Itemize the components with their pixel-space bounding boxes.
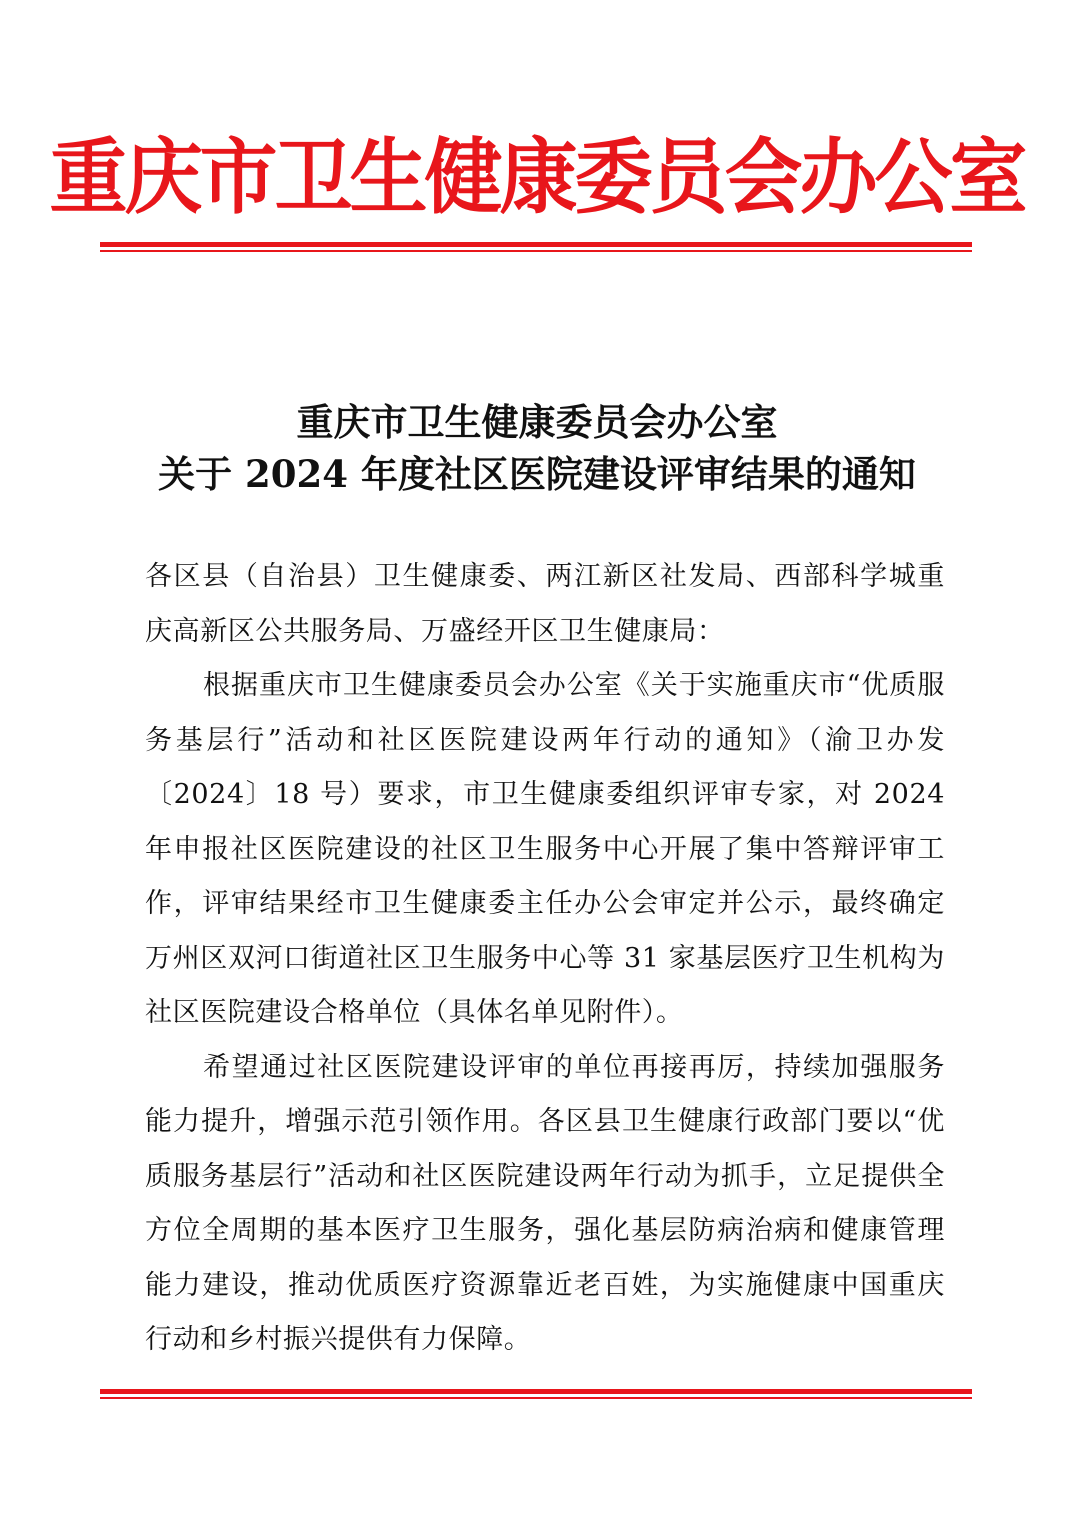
document-body	[145, 550, 945, 1368]
salutation: 各区县（自治县）卫生健康委、两江新区社发局、西部科学城重庆高新区公共服务局、万盛经开区卫生健康局：	[145, 561, 945, 647]
paragraph-2: 希望通过社区医院建设评审的单位再接再厉，持续加强服务能力提升，增强示范引领作用。各区县卫生健康行政部门要以“优质服务基层行”活动和社区医院建设两年行动为抓手，立足提供全方位全周期的基本医疗卫生服务，强化基层防病治病和健康管理能力建设，推动优质医疗资源靠近老百姓，为实施健康中国重庆行动和乡村振兴提供有力保障。	[145, 1051, 945, 1355]
header-red-rule	[100, 242, 972, 252]
masthead-title: 重庆市卫生健康委员会办公室	[49, 129, 1025, 226]
document-title-line-1: 重庆市卫生健康委员会办公室	[296, 400, 778, 444]
paragraph-1: 根据重庆市卫生健康委员会办公室《关于实施重庆市“优质服务基层行”活动和社区医院建设两年行动的通知》（渝卫办发〔2024〕18 号）要求，市卫生健康委组织评审专家，对 2024 年申报社区医院建设的社区卫生服务中心开展了集中答辩评审工作，评审结果经市卫生健康委主任办公会审定并公示，最终确定万州区双河口街道社区卫生服务中心等 31 家基层医疗卫生机构为社区医院建设合格单位（具体名单见附件）。	[145, 670, 945, 1028]
footer-red-rule	[100, 1389, 972, 1399]
document-title-line-2: 关于 2024 年度社区医院建设评审结果的通知	[158, 452, 916, 496]
